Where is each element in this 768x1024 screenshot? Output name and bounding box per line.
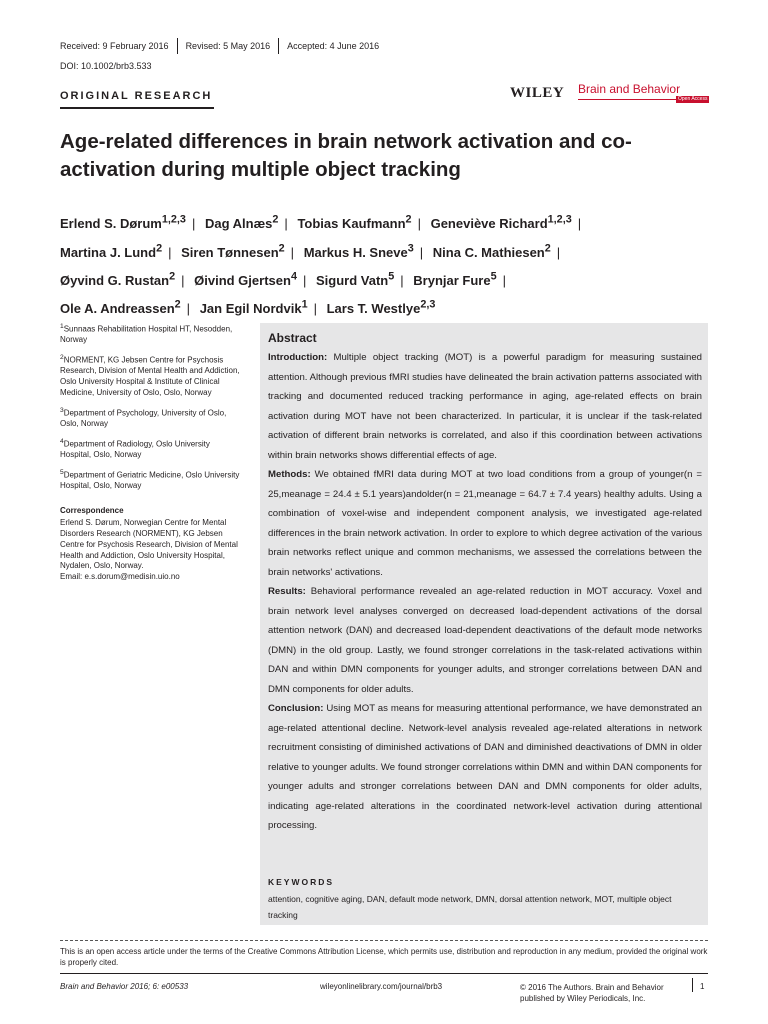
copyright: © 2016 The Authors. Brain and Behavior published by Wiley Periodicals, Inc.: [520, 983, 664, 1003]
author[interactable]: Ole A. Andreassen$^2$: [60, 298, 181, 317]
keywords: attention, cognitive aging, DAN, default mode network, DMN, dorsal attention network, MOT, multiple object tracking: [268, 894, 672, 920]
section-rule: [60, 107, 214, 109]
abstract-results: Results: Behavioral performance revealed an age-related reduction in MOT accuracy. Voxel and brain network level analyses converged on decreased load-dependent activations of the dorsal attention network (DAN) and decreased load-dependent deactivations of the default mode networks (DMN) in the old group. Lastly, we found stronger correlations in the task-related activations within DAN and within DMN components for younger adults, and stronger correlations between DAN and DMN components for older adults.: [268, 586, 702, 695]
doi[interactable]: DOI: 10.1002/brb3.533: [60, 61, 152, 71]
revised-date: Revised: 5 May 2016: [185, 41, 271, 51]
article-title: Age-related differences in brain network activation and co-activation during multiple object tracking: [60, 130, 632, 181]
keywords-heading: KEYWORDS: [268, 877, 335, 887]
page-number: 1: [700, 982, 705, 991]
abstract: [268, 330, 702, 836]
abstract-introduction: Introduction: Multiple object tracking (MOT) is a powerful paradigm for measuring sustained attention. Although previous fMRI studies have delineated the brain activation patterns associated with tracking and documented reduced tracking performance in aging, age-related effects on brain activation during MOT have not been characterized. In particular, it is unclear if the task-related activation of different brain networks is correlated, and also if this coordination between activations within brain networks shows differential effects of age.: [268, 352, 702, 461]
date-separator: [177, 38, 178, 54]
author[interactable]: Øivind Gjertsen$^4$: [194, 270, 297, 288]
affiliation: $^3$Department of Psychology, University of Oslo, Oslo, Norway: [60, 406, 227, 428]
footer-separator: [692, 978, 693, 992]
citation: Brain and Behavior 2016; 6: e00533: [60, 982, 189, 991]
abstract-heading: Abstract: [268, 331, 317, 345]
abstract-methods: Methods: We obtained fMRI data during MOT at two load conditions from a group of younger(n = 25,meanage = 24.4 ± 5.1 years)andolder(n = 21,meanage = 64.7 ± 7.4 years) healthy adults. Using a combination of voxel-wise and independent component analysis, we investigated age-related differences in the brain network activation. In order to explore to which degree activation of the various brain networks reflect unique and common mechanisms, we assessed the correlations between the brain networks' activations.: [268, 469, 702, 578]
license-text: This is an open access article under the terms of the Creative Commons Attribution License, which permits use, distribution and reproduction in any medium, provided the original work is properly cited.: [60, 947, 708, 967]
article-dates: [60, 38, 379, 54]
journal-logo: Brain and Behavior: [578, 82, 681, 96]
journal-url[interactable]: wileyonlinelibrary.com/journal/brb3: [320, 982, 443, 991]
accepted-date: Accepted: 4 June 2016: [287, 41, 380, 51]
author[interactable]: Martina J. Lund$^2$: [60, 242, 163, 260]
affiliations: [60, 322, 240, 583]
affiliation: $^5$Department of Geriatric Medicine, Oslo University Hospital, Oslo, Norway: [60, 468, 240, 491]
author-list: Erlend S. Dørum$^{1,2,3}$ | Dag Alnæs$^2$ | Tobias Kaufmann$^2$ | Geneviève Richard$^{1,2,3}$ | Martina J. Lund$^2$ | Siren Tønnesen$^2$ | Markus H. Sneve$^3$ | Nina C. Mathiesen$^2$ | Øyvind G. Rustan$^2$ | Øivind Gjertsen$^4$ | Sigurd Vatn$^5$ | Brynjar Fure$^5$ | Ole A. Andreassen$^2$ | Jan Egil Nordvik$^1$ | Lars T. Westlye$^{2,3}$: [60, 214, 582, 317]
license-divider: [60, 940, 708, 941]
affiliation: $^4$Department of Radiology, Oslo University Hospital, Oslo, Norway: [60, 437, 210, 459]
correspondence-text: Erlend S. Dørum, Norwegian Centre for Mental Disorders Research (NORMENT), KG Jebsen Centre for Psychosis Research, Division of Mental Health and Addiction, Oslo University Hospital, Nydalen, Oslo, Norway.: [60, 518, 238, 571]
footer-rule: [60, 973, 708, 974]
affiliation: $^1$Sunnaas Rehabilitation Hospital HT, Nesodden, Norway: [60, 323, 233, 345]
received-date: Received: 9 February 2016: [60, 41, 169, 51]
author[interactable]: Markus H. Sneve$^3$: [303, 242, 414, 260]
author[interactable]: Erlend S. Dørum$^{1,2,3}$: [60, 214, 186, 232]
correspondence-heading: Correspondence: [60, 505, 124, 515]
author[interactable]: Øyvind G. Rustan$^2$: [60, 270, 176, 288]
author[interactable]: Siren Tønnesen$^2$: [181, 242, 285, 260]
date-separator: [278, 38, 279, 54]
author[interactable]: Nina C. Mathiesen$^2$: [432, 242, 551, 260]
author[interactable]: Sigurd Vatn$^5$: [315, 270, 395, 288]
author[interactable]: Jan Egil Nordvik$^1$: [199, 298, 308, 317]
correspondence-email[interactable]: Email: e.s.dorum@medisin.uio.no: [60, 571, 180, 581]
author[interactable]: Lars T. Westlye$^{2,3}$: [326, 298, 436, 317]
publisher-logo: WILEY: [510, 85, 565, 101]
section-label: ORIGINAL RESEARCH: [60, 90, 213, 102]
affiliation: $^2$NORMENT, KG Jebsen Centre for Psychosis Research, Division of Mental Health and Addiction, Oslo University Hospital & Institute of Clinical Medicine, University of Oslo, Oslo, Norway: [60, 354, 240, 397]
author[interactable]: Tobias Kaufmann$^2$: [297, 214, 412, 232]
author[interactable]: Dag Alnæs$^2$: [204, 214, 279, 232]
author[interactable]: Brynjar Fure$^5$: [413, 270, 497, 288]
author[interactable]: Geneviève Richard$^{1,2,3}$: [430, 214, 572, 232]
open-access-badge: Open Access: [678, 96, 708, 102]
abstract-conclusion: Conclusion: Using MOT as means for measuring attentional performance, we have demonstrated an age-related attentional decline. Network-level analysis revealed age-related alterations in network recruitment consisting of diminished activations of DAN and diminished deactivations of DMN in older relative to younger adults. We found stronger correlations within DMN and within DAN components for younger adults and stronger correlations between DAN and DMN components for older adults, indicating age-related alterations in the coordinated network-level activation during attentional processing.: [268, 703, 702, 831]
